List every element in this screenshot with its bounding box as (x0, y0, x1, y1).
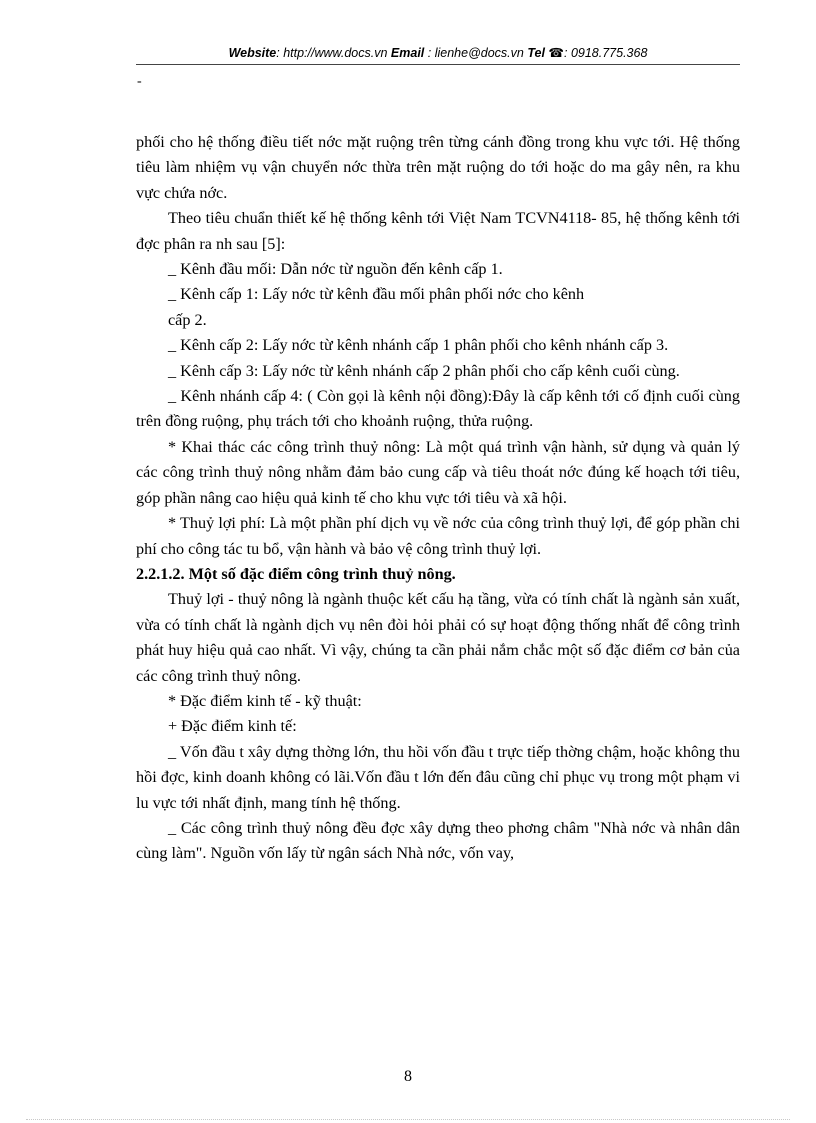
page-number: 8 (404, 1068, 412, 1085)
email-value: : lienhe@docs.vn (427, 46, 524, 60)
paragraph-tech-econ: * Đặc điểm kinh tế - kỹ thuật: (168, 691, 362, 710)
paragraph-econ: + Đặc điểm kinh tế: (168, 717, 297, 736)
list-item-canal-level-2: _ Kênh cấp 2: Lấy nớc từ kênh nhánh cấp 1 phân phối cho kênh nhánh cấp 3. (168, 336, 669, 355)
list-item-canal-level-1-cont: cấp 2. (168, 310, 207, 329)
page-header (136, 45, 740, 65)
list-item-canal-level-3: _ Kênh cấp 3: Lấy nớc từ kênh nhánh cấp 2 phân phối cho cấp kênh cuối cùng. (168, 361, 680, 380)
list-item-capital: _ Vốn đầu t xây dựng thờng lớn, thu hồi vốn đầu t trực tiếp thờng chậm, hoặc không thu hồi đợc, kinh doanh không có lãi.Vốn đầu t lớn đến đâu cũng chỉ phục vụ trong một phạm vi lu vực tới nhất định, mang tính hệ thống. (136, 742, 740, 812)
list-item-construction: _ Các công trình thuỷ nông đều đợc xây dựng theo phơng châm "Nhà nớc và nhân dân cùng làm". Nguồn vốn lấy từ ngân sách Nhà nớc, vốn vay, (136, 818, 740, 863)
tel-label: Tel (527, 46, 545, 60)
website-value: : http://www.docs.vn (276, 46, 388, 60)
phone-icon: ☎ (548, 46, 564, 60)
list-item-head-canal: _ Kênh đầu mối: Dẫn nớc từ nguồn đến kênh cấp 1. (168, 260, 503, 279)
paragraph-continuation: phối cho hệ thống điều tiết nớc mặt ruộng trên từng cánh đồng trong khu vực tới. Hệ thống tiêu làm nhiệm vụ vận chuyển nớc thừa trên mặt ruộng do tới hoặc do ma gây nên, ra khu vực chứa nớc. (136, 133, 740, 202)
bottom-divider (26, 1119, 790, 1120)
tel-value: : 0918.775.368 (564, 46, 648, 60)
paragraph-standard: Theo tiêu chuẩn thiết kế hệ thống kênh tới Việt Nam TCVN4118- 85, hệ thống kênh tới đợc phân ra nh sau [5]: (136, 209, 740, 253)
paragraph-irrigation-fee: * Thuỷ lợi phí: Là một phần phí dịch vụ về nớc của công trình thuỷ lợi, để góp phần chi phí cho công tác tu bổ, vận hành và bảo vệ công trình thuỷ lợi. (136, 514, 740, 558)
email-label: Email (390, 46, 425, 60)
document-body (136, 130, 740, 867)
top-dash-mark: - (137, 74, 142, 89)
website-label: Website (228, 46, 277, 60)
list-item-canal-level-4: _ Kênh nhánh cấp 4: ( Còn gọi là kênh nội đồng):Đây là cấp kênh tới cố định cuối cùng trên đồng ruộng, phụ trách tới cho khoảnh ruộng, thửa ruộng. (136, 387, 740, 431)
list-item-canal-level-1: _ Kênh cấp 1: Lấy nớc từ kênh đầu mối phân phối nớc cho kênh (168, 285, 585, 304)
paragraph-intro: Thuỷ lợi - thuỷ nông là ngành thuộc kết cấu hạ tầng, vừa có tính chất là ngành sản xuất, vừa có tính chất là ngành dịch vụ nên đòi hỏi phải có sự hoạt động thống nhất để công trình phát huy hiệu quả cao nhất. Vì vậy, chúng ta cần phải nắm chắc một số đặc điểm cơ bản của các công trình thuỷ nông. (136, 590, 740, 685)
paragraph-exploitation: * Khai thác các công trình thuỷ nông: Là một quá trình vận hành, sử dụng và quản lý các công trình thuỷ nông nhằm đảm bảo cung cấp và tiêu thoát nớc đúng kế hoạch tới tiêu, góp phần nâng cao hiệu quả kinh tế cho khu vực tới tiêu và xã hội. (136, 437, 740, 507)
section-heading: 2.2.1.2. Một số đặc điểm công trình thuỷ nông. (136, 564, 456, 583)
